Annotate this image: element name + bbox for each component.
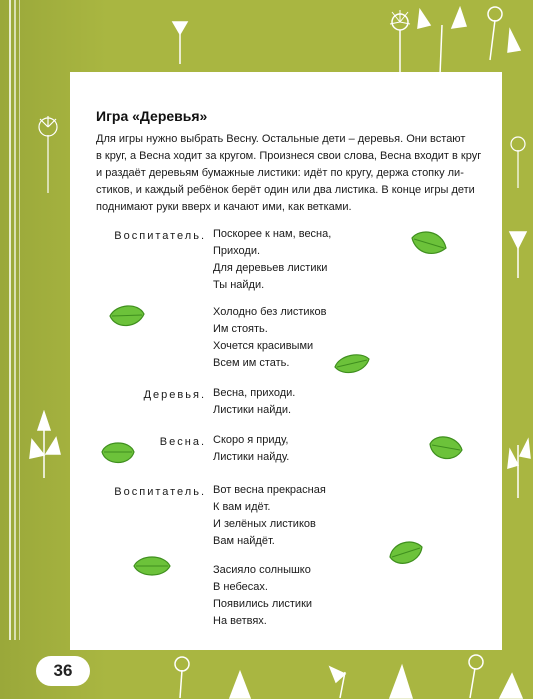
- verse-line: Засияло солнышко: [213, 564, 311, 576]
- verse-line: В небесах.: [213, 581, 268, 593]
- intro-line: стиков, и каждый ребёнок берёт один или два листика. В конце игры дети: [96, 184, 475, 196]
- verse-line: Весна, приходи.: [213, 387, 296, 399]
- verse-line: Появились листики: [213, 598, 313, 610]
- verse-line: Холодно без листиков: [213, 306, 327, 318]
- verse-line: Скоро я приду,: [213, 434, 289, 446]
- verse: [213, 562, 312, 630]
- verse-line: Всем им стать.: [213, 357, 290, 369]
- verse-line: Хочется красивыми: [213, 340, 314, 352]
- dandelion-icon: [165, 20, 195, 65]
- verse-line: Вам найдёт.: [213, 535, 275, 547]
- page-title: Игра «Деревья»: [96, 108, 208, 124]
- verse-line: На ветвях.: [213, 615, 267, 627]
- speaker-label: Весна.: [159, 436, 206, 448]
- leaf-icon: [100, 438, 136, 468]
- leaf-icon: [108, 302, 146, 330]
- dandelion-icon: [360, 0, 530, 80]
- speaker-label: Воспитатель.: [114, 230, 206, 242]
- margin-stripe: [14, 0, 16, 640]
- margin-stripe: [19, 0, 20, 640]
- verse-line: Им стоять.: [213, 323, 268, 335]
- verse-line: Вот весна прекрасная: [213, 484, 326, 496]
- leaf-icon: [410, 228, 448, 258]
- margin-stripe: [9, 0, 11, 640]
- speaker-label: Деревья.: [143, 389, 206, 401]
- dandelion-icon: [22, 410, 67, 480]
- verse: [213, 482, 326, 550]
- verse: [213, 432, 289, 466]
- speaker-label: Воспитатель.: [114, 486, 206, 498]
- intro-line: Для игры нужно выбрать Весну. Остальные дети – деревья. Они встают: [96, 133, 466, 145]
- intro-line: в круг, а Весна ходит за кругом. Произнеся свои слова, Весна входит в круг: [96, 150, 482, 162]
- verse: [213, 385, 295, 419]
- leaf-icon: [388, 537, 424, 569]
- verse-line: К вам идёт.: [213, 501, 271, 513]
- page-number: 36: [36, 656, 90, 686]
- dandelion-icon: [506, 420, 531, 500]
- leaf-icon: [428, 432, 464, 464]
- verse: [213, 304, 326, 372]
- dandelion-icon: [28, 105, 68, 195]
- verse-line: Листики найду.: [213, 451, 290, 463]
- verse: [213, 226, 331, 294]
- verse-line: Приходи.: [213, 245, 261, 257]
- verse-line: И зелёных листиков: [213, 518, 316, 530]
- intro-line: поднимают руки вверх и качают ими, как ветками.: [96, 201, 352, 213]
- verse-line: Листики найди.: [213, 404, 292, 416]
- dandelion-icon: [150, 652, 530, 699]
- intro-paragraph: [96, 131, 482, 216]
- verse-line: Для деревьев листики: [213, 262, 328, 274]
- dandelion-icon: [506, 230, 531, 280]
- verse-line: Ты найди.: [213, 279, 265, 291]
- leaf-icon: [333, 351, 371, 377]
- leaf-icon: [132, 552, 172, 580]
- verse-line: Поскорее к нам, весна,: [213, 228, 332, 240]
- intro-line: и раздаёт деревьям бумажные листики: идёт по кругу, держа стопку ли-: [96, 167, 464, 179]
- dandelion-icon: [506, 130, 531, 190]
